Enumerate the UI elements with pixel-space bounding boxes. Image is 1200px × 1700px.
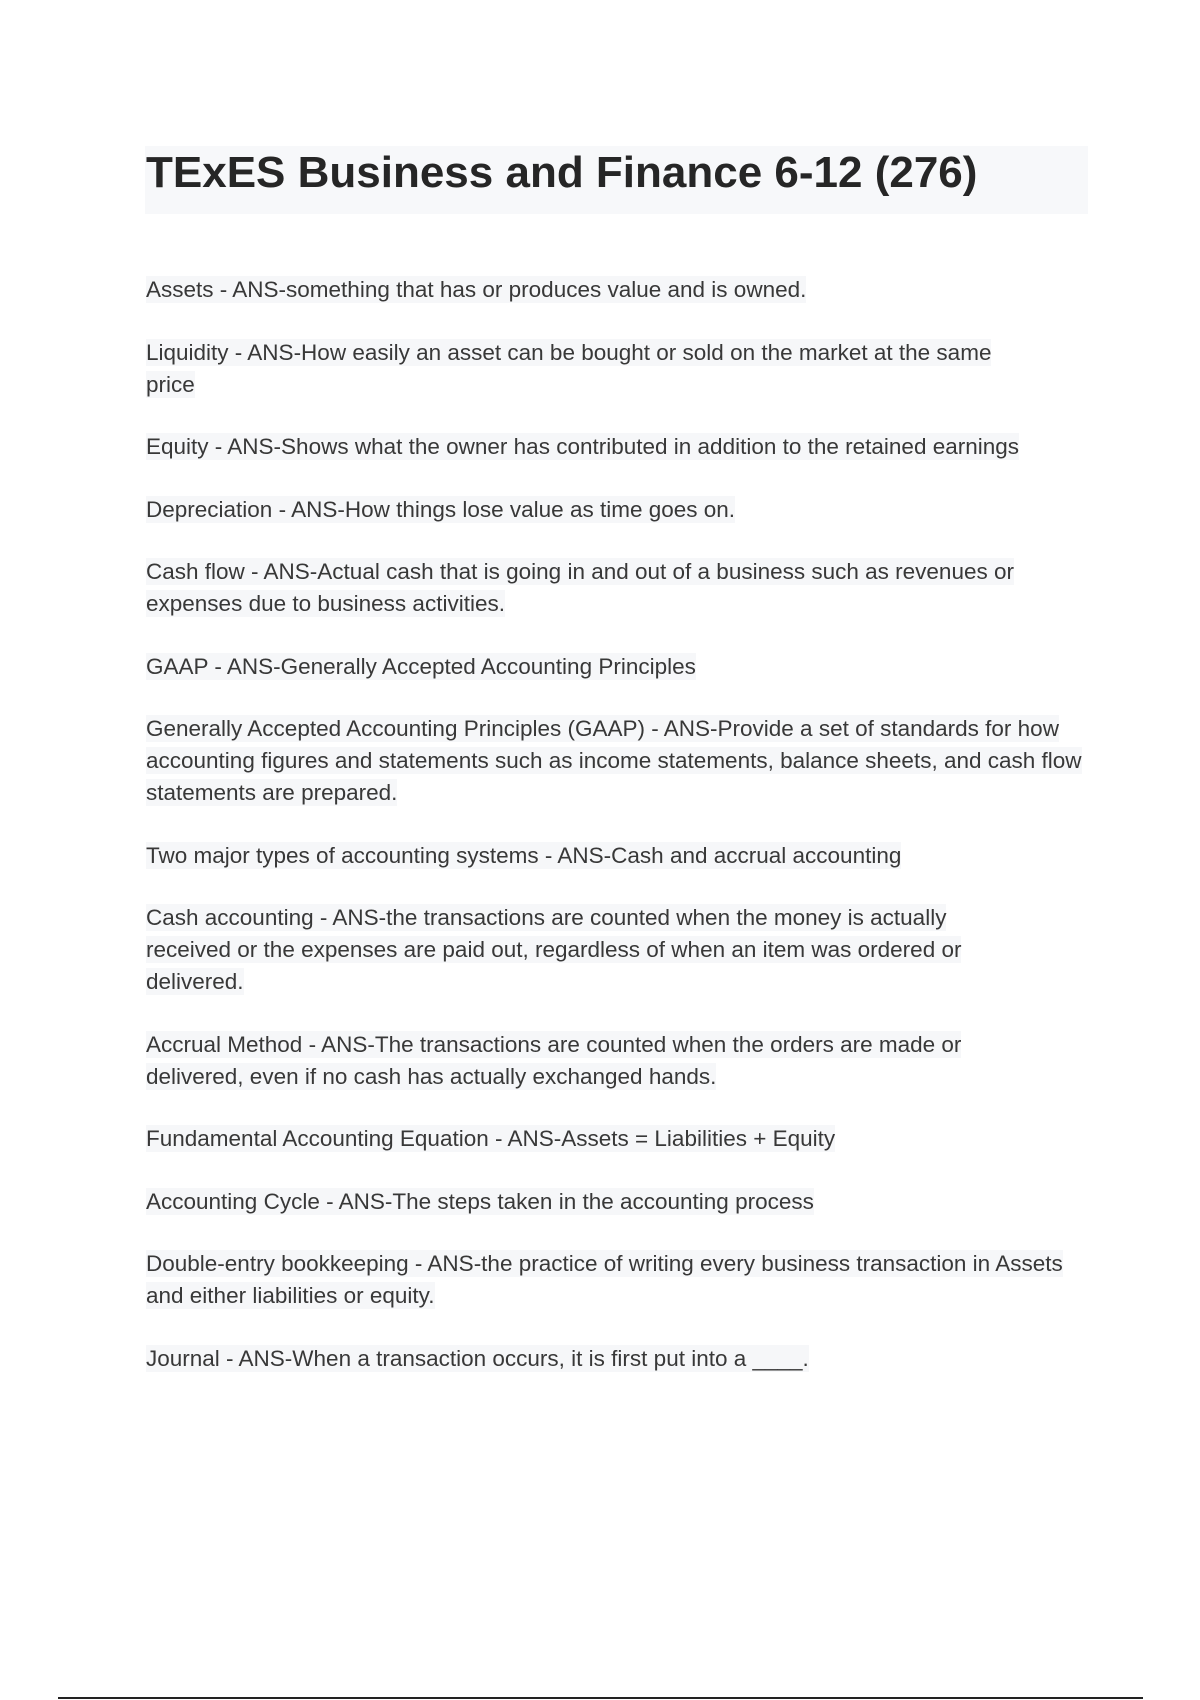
- flashcard-entry: [146, 494, 1096, 526]
- entry-text: Fundamental Accounting Equation - ANS-Assets = Liabilities + Equity: [146, 1126, 836, 1151]
- flashcard-entry: [146, 1123, 1096, 1155]
- entry-text: Depreciation - ANS-How things lose value as time goes on.: [146, 496, 736, 522]
- flashcard-entry: [146, 902, 1006, 998]
- flashcard-entry: [146, 651, 1096, 683]
- flashcard-list: [146, 274, 1096, 1405]
- entry-text: Generally Accepted Accounting Principles (GAAP) - ANS-Provide a set of standards for how accounting figures and statements such as income statements, balance sheets, and cash flow statements are prepared.: [146, 716, 1082, 805]
- entry-text: Accounting Cycle - ANS-The steps taken in the accounting process: [146, 1188, 814, 1214]
- entry-text: Liquidity - ANS-How easily an asset can be bought or sold on the market at the same price: [146, 339, 992, 397]
- flashcard-entry: [146, 840, 1096, 872]
- entry-text: Accrual Method - ANS-The transactions are counted when the orders are made or delivered, even if no cash has actually exchanged hands.: [146, 1031, 962, 1089]
- entry-text: Equity - ANS-Shows what the owner has contributed in addition to the retained earnings: [146, 434, 1020, 459]
- entry-text: Cash accounting - ANS-the transactions are counted when the money is actually received or the expenses are paid out, regardless of when an item was ordered or delivered.: [146, 905, 962, 994]
- entry-text: Journal - ANS-When a transaction occurs, it is first put into a ____.: [146, 1345, 809, 1371]
- flashcard-entry: [146, 274, 1096, 306]
- flashcard-entry: [146, 1029, 1006, 1093]
- entry-text: Double-entry bookkeeping - ANS-the practice of writing every business transaction in Assets and either liabilities or equity.: [146, 1251, 1063, 1308]
- flashcard-entry: [146, 431, 1096, 463]
- entry-text: Cash flow - ANS-Actual cash that is going in and out of a business such as revenues or expenses due to business activities.: [146, 559, 1014, 616]
- page-title: TExES Business and Finance 6-12 (276): [146, 148, 978, 197]
- flashcard-entry: [146, 713, 1096, 809]
- entry-text: Assets - ANS-something that has or produces value and is owned.: [146, 277, 807, 302]
- flashcard-entry: [146, 337, 1006, 401]
- flashcard-entry: [146, 556, 1096, 620]
- footer-divider: [58, 1697, 1143, 1699]
- flashcard-entry: [146, 1186, 1096, 1218]
- entry-text: GAAP - ANS-Generally Accepted Accounting Principles: [146, 653, 696, 679]
- flashcard-entry: [146, 1343, 1096, 1375]
- flashcard-entry: [146, 1248, 1096, 1312]
- entry-text: Two major types of accounting systems - ANS-Cash and accrual accounting: [146, 842, 902, 868]
